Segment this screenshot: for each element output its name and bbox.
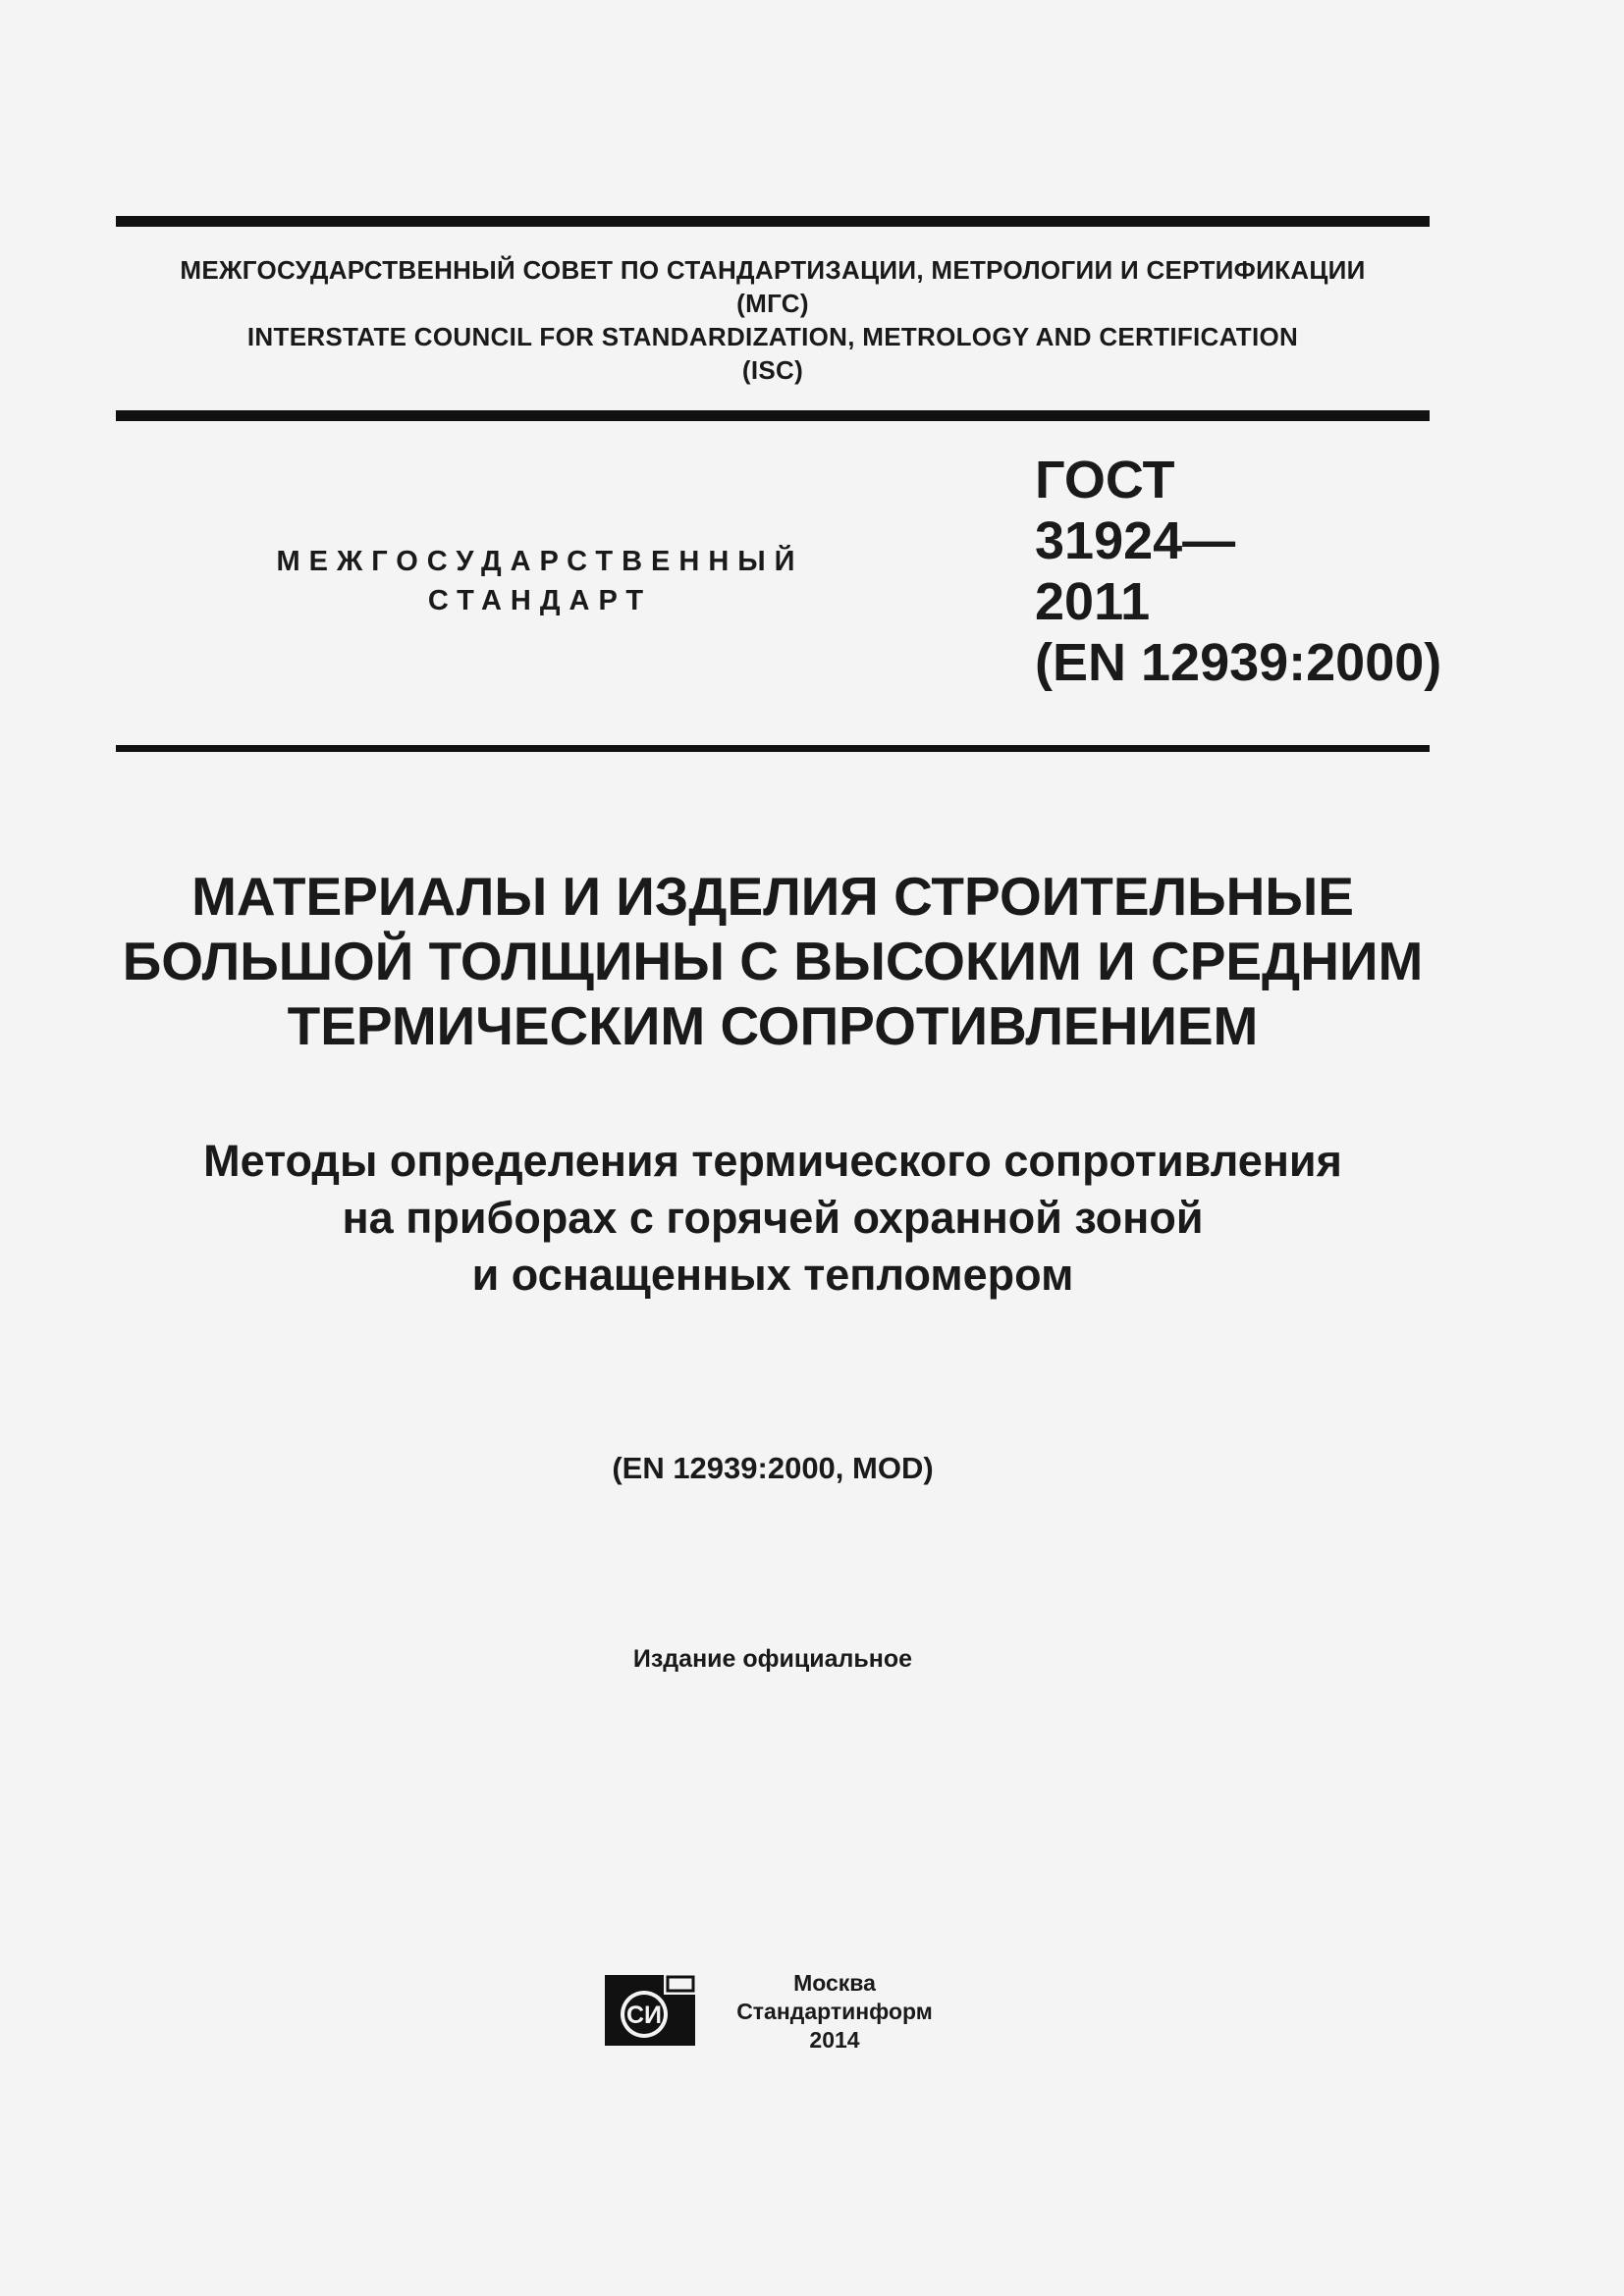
- council-name-en: INTERSTATE COUNCIL FOR STANDARDIZATION, METROLOGY AND CERTIFICATION: [246, 322, 1299, 351]
- modification-note: (EN 12939:2000, MOD): [612, 1451, 934, 1485]
- subtitle-line1: Методы определения термического сопротивления: [203, 1136, 1342, 1186]
- designation-line4: (EN 12939:2000): [1035, 633, 1442, 692]
- document-title: [116, 864, 1430, 1058]
- council-name-ru: МЕЖГОСУДАРСТВЕННЫЙ СОВЕТ ПО СТАНДАРТИЗАЦИИ, МЕТРОЛОГИИ И СЕРТИФИКАЦИИ: [180, 255, 1366, 285]
- publisher-city: Москва: [793, 1970, 876, 1996]
- subtitle-line3: и оснащенных тепломером: [471, 1250, 1074, 1300]
- publisher-name: Стандартинформ: [736, 1999, 933, 2024]
- title-line2: БОЛЬШОЙ ТОЛЩИНЫ С ВЫСОКИМ И СРЕДНИМ: [122, 931, 1424, 991]
- council-header: [116, 253, 1430, 387]
- standard-type-line1: МЕЖГОСУДАРСТВЕННЫЙ: [276, 546, 804, 577]
- standard-type: [196, 542, 884, 620]
- logo-text: СИ: [625, 2002, 663, 2029]
- publisher-block: [717, 1969, 952, 2055]
- top-rule: [116, 216, 1430, 227]
- title-line3: ТЕРМИЧЕСКИМ СОПРОТИВЛЕНИЕМ: [287, 995, 1259, 1056]
- council-abbr-en: (ISC): [741, 355, 804, 385]
- subtitle-line2: на приборах с горячей охранной зоной: [342, 1193, 1204, 1243]
- designation-line1: ГОСТ: [1035, 451, 1175, 509]
- designation-bottom-rule: [116, 745, 1430, 752]
- designation-line2: 31924—: [1035, 511, 1236, 570]
- document-subtitle: [116, 1133, 1430, 1304]
- standartinform-logo-icon: [603, 1973, 697, 2048]
- title-line1: МАТЕРИАЛЫ И ИЗДЕЛИЯ СТРОИТЕЛЬНЫЕ: [191, 866, 1354, 927]
- council-abbr-ru: (МГС): [736, 289, 809, 318]
- standard-type-line2: СТАНДАРТ: [427, 585, 653, 616]
- publisher-year: 2014: [809, 2027, 860, 2053]
- header-bottom-rule: [116, 410, 1430, 421]
- edition-label: Издание официальное: [632, 1645, 913, 1673]
- designation-line3: 2011: [1035, 572, 1151, 631]
- standard-designation: [1035, 450, 1441, 693]
